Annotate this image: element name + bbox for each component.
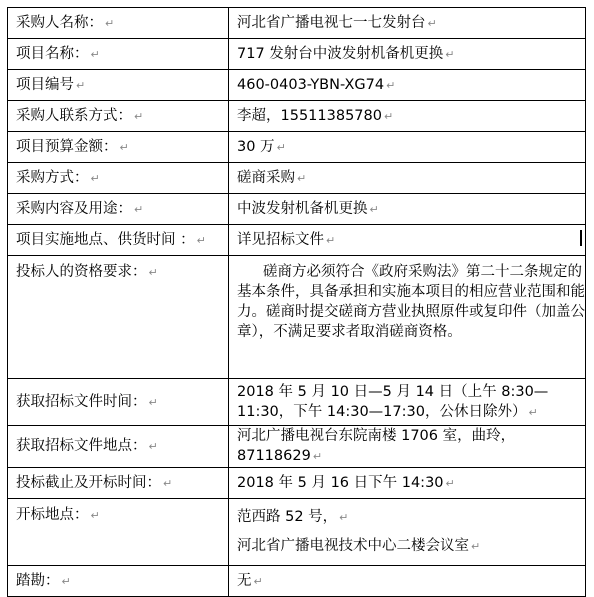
row-label: 投标截止及开标时间： ↵ (8, 468, 229, 499)
table-row (8, 499, 586, 566)
row-end-marker (580, 230, 582, 246)
procurement-table (7, 7, 586, 597)
row-label: 开标地点： ↵ (8, 499, 229, 566)
table-row (8, 426, 586, 468)
table-row (8, 70, 586, 101)
value-line: 河北省广播电视技术中心二楼会议室 ↵ (237, 538, 481, 554)
row-label: 采购人名称： ↵ (8, 8, 229, 39)
row-value: 30 万 ↵ (229, 132, 586, 163)
row-value: 460-0403-YBN-XG74 ↵ (229, 70, 586, 101)
value-line: 范西路 52 号， ↵ (237, 509, 349, 525)
row-value: 河北广播电视台东院南楼 1706 室，曲玲，87118629 ↵ (229, 426, 586, 468)
row-value: 详见招标文件 ↵ (229, 225, 586, 256)
row-value: 2018 年 5 月 16 日下午 14:30 ↵ (229, 468, 586, 499)
row-value: 717 发射台中波发射机备机更换 ↵ (229, 39, 586, 70)
table-row (8, 8, 586, 39)
table-row (8, 194, 586, 225)
row-value (229, 499, 586, 566)
table-row (8, 566, 586, 597)
row-label: 项目名称： ↵ (8, 39, 229, 70)
row-value: 无 ↵ (229, 566, 586, 597)
table-row (8, 132, 586, 163)
row-label: 踏勘： ↵ (8, 566, 229, 597)
row-value: 2018 年 5 月 10 日—5 月 14 日（上午 8:30—11:30，下午 14:30—17:30，公休日除外） ↵ (229, 379, 586, 426)
row-label: 项目实施地点、供货时间 ： ↵ (8, 225, 229, 256)
row-label: 采购内容及用途： ↵ (8, 194, 229, 225)
row-label: 采购方式： ↵ (8, 163, 229, 194)
row-label: 获取招标文件地点： ↵ (8, 426, 229, 468)
table-row (8, 379, 586, 426)
row-value: 磋商方必须符合《政府采购法》第二十二条规定的基本条件，具备承担和实施本项目的相应营业范围和能力。磋商时提交磋商方营业执照原件或复印件（加盖公章），不满足要求者取消磋商资格。 (229, 256, 586, 379)
row-label: 项目编号 ↵ (8, 70, 229, 101)
row-label: 项目预算金额： ↵ (8, 132, 229, 163)
row-value: 河北省广播电视七一七发射台 ↵ (229, 8, 586, 39)
row-label: 投标人的资格要求： ↵ (8, 256, 229, 379)
row-value: 磋商采购 ↵ (229, 163, 586, 194)
table-row (8, 225, 586, 256)
row-value: 李超，15511385780 ↵ (229, 101, 586, 132)
table-row (8, 39, 586, 70)
row-value: 中波发射机备机更换 ↵ (229, 194, 586, 225)
row-label: 获取招标文件时间： ↵ (8, 379, 229, 426)
table-row (8, 256, 586, 379)
table-row (8, 163, 586, 194)
table-row (8, 101, 586, 132)
row-label: 采购人联系方式： ↵ (8, 101, 229, 132)
table-row (8, 468, 586, 499)
